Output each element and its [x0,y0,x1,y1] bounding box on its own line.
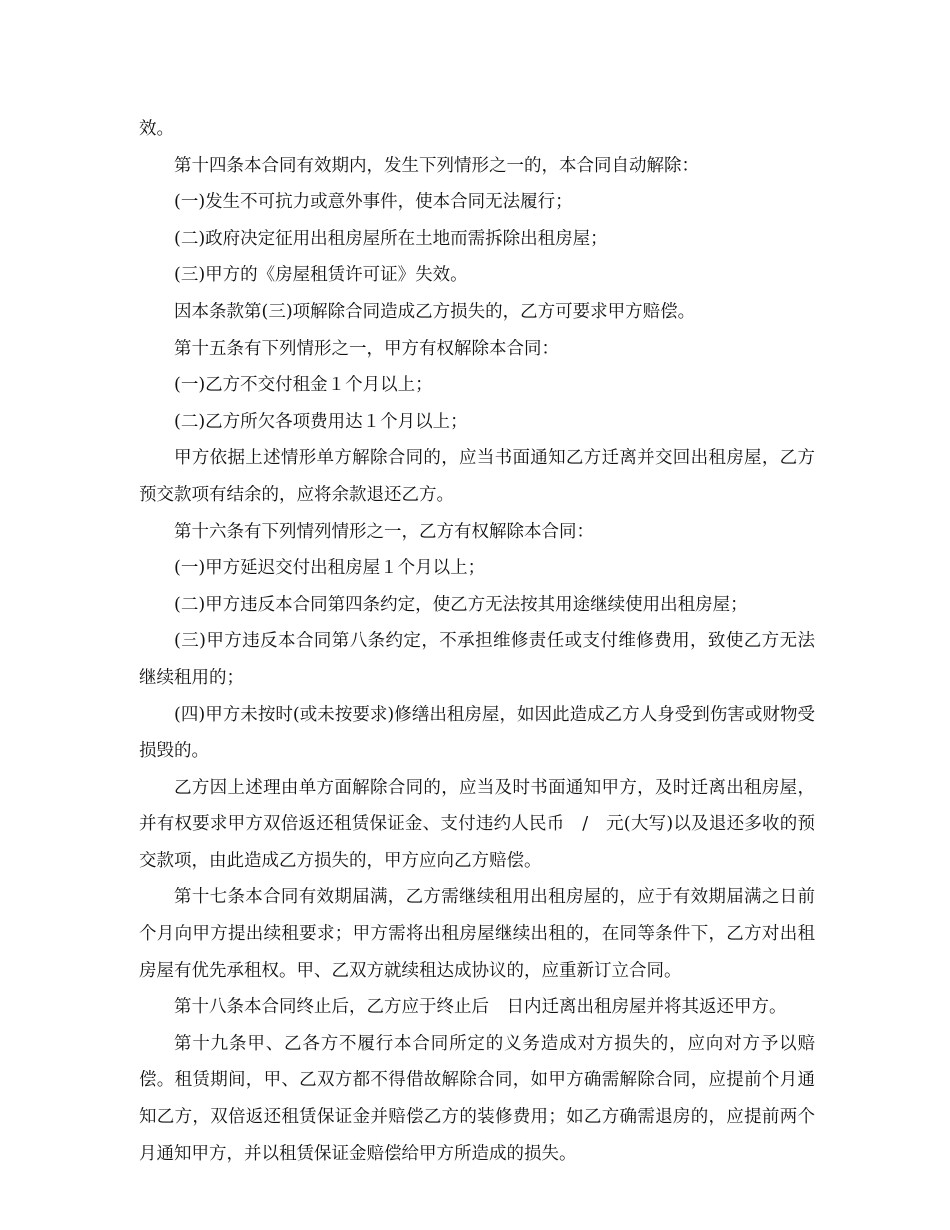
article-16-heading: 第十六条有下列情列情形之一，乙方有权解除本合同： [174,521,594,542]
article-14-item-2: (二)政府决定征用出租房屋所在土地而需拆除出租房屋； [174,228,608,249]
article-14-note: 因本条款第(三)项解除合同造成乙方损失的，乙方可要求甲方赔偿。 [174,301,696,322]
article-16-item-2: (二)甲方违反本合同第四条约定，使乙方无法按其用途继续使用出租房屋； [174,594,748,615]
article-19: 第十九条甲、乙各方不履行本合同所定的义务造成对方损失的，应向对方予以赔偿。租赁期间，甲、乙双方都不得借故解除合同，如甲方确需解除合同，应提前个月通知乙方，双倍返还租赁保证金并赔偿乙方的装修费用；如乙方确需退房的，应提前两个月通知甲方，并以租赁保证金赔偿给甲方所造成的损失。 [139,1033,815,1164]
article-16-item-3: (三)甲方违反本合同第八条约定，不承担维修责任或支付维修费用，致使乙方无法继续租用的； [139,631,815,688]
article-16-item-4: (四)甲方未按时(或未按要求)修缮出租房屋，如因此造成乙方人身受到伤害或财物受损毁的。 [139,704,815,762]
article-15-note: 甲方依据上述情形单方解除合同的，应当书面通知乙方迁离并交回出租房屋，乙方预交款项有结余的，应将余款退还乙方。 [139,448,815,505]
article-14-heading: 第十四条本合同有效期内，发生下列情形之一的，本合同自动解除： [174,155,699,176]
article-14-item-3: (三)甲方的《房屋租赁许可证》失效。 [174,265,468,286]
article-14-item-1: (一)发生不可抗力或意外事件，使本合同无法履行； [174,192,573,213]
article-16-item-1: (一)甲方延迟交付出租房屋１个月以上； [174,558,486,579]
document-body [139,111,833,1172]
article-16-note: 乙方因上述理由单方面解除合同的，应当及时书面通知甲方，及时迁离出租房屋，并有权要求甲方双倍返还租赁保证金、支付违约人民币 / 元(大写)以及退还多收的预交款项，由此造成乙方损失的，甲方应向乙方赔偿。 [139,777,815,871]
paragraph-continuation: 效。 [139,119,174,139]
article-17: 第十七条本合同有效期届满，乙方需继续租用出租房屋的，应于有效期届满之日前 个月向甲方提出续租要求；甲方需将出租房屋继续出租的，在同等条件下，乙方对出租房屋有优先承租权。甲、乙双方就续租达成协议的，应重新订立合同。 [139,887,833,981]
article-15-heading: 第十五条有下列情形之一，甲方有权解除本合同： [174,338,559,359]
article-15-item-2: (二)乙方所欠各项费用达１个月以上； [174,411,468,432]
article-18: 第十八条本合同终止后，乙方应于终止后 日内迁离出租房屋并将其返还甲方。 [174,997,787,1018]
article-15-item-1: (一)乙方不交付租金１个月以上； [174,375,433,396]
